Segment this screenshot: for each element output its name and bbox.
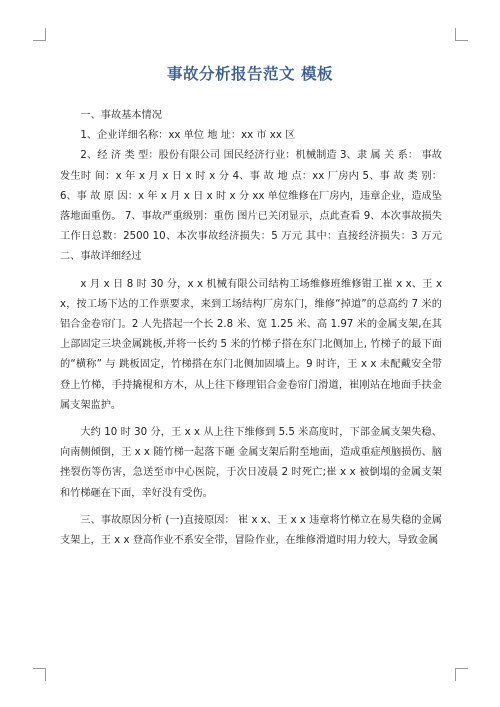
crop-mark-bottom-right — [455, 668, 468, 681]
crop-mark-bottom-left — [33, 668, 46, 681]
crop-mark-top-right — [455, 28, 468, 41]
section-heading-basic-info: 一、事故基本情况 — [80, 110, 162, 121]
paragraph-accident-details: 2、经 济 类 型：股份有限公司 国民经济行业：机械制造 3、隶 属 关 系： 事故发生时 间：x 年 x 月 x 日 x 时 x 分 4、事 故 地 点：xx 厂房内 5、事 故 类 别：6、事 故 原 因：x 年 x 月 x 日 x 时 x 分 xx 单位维修在厂房内，违章企业，造成坠落地面重伤。 7、事故严重级别：重伤 图片已关闭显示，点此查看 9、本次事故损失工作日总数：2500 10、本次事故经济损失：5 万元 其中：直接经济损失：3 万元 二、事故详细经过 — [60, 150, 442, 263]
paragraph-cause-analysis: 三、事故原因分析 (一)直接原因： 崔 x x、王 x x 违章将竹梯立在易失稳的金属支架上，王 x x 登高作业不系安全带，冒险作业，在维修滑道时用力较大，导致金属 — [60, 514, 442, 547]
paragraph-accident-process: x 月 x 日 8 时 30 分，x x 机械有限公司结构工场维修班维修钳工崔 x x、王 x x，按工场下达的工作票要求，来到工场结构厂房东门，维修“掉道”的总高约 7 米的铝合金卷帘门。2 人先搭起一个长 2.8 米、宽 1.25 米、高 1.97 米的金属支架,在其上部固定三块金属跳板,并将一长约 5 米的竹梯子搭在东门北侧加上, 竹梯子的最下面的“横称” 与 跳板固定，竹梯搭在东门北侧加固墙上。9 时许，王 x x 未配戴安全带登上竹梯，手持撬棍和方木，从上往下修理铝合金卷帘门滑道，崔刚站在地面手扶金属支架监护。 — [60, 278, 442, 411]
document-body — [60, 106, 442, 558]
paragraph-company-name: 1、企业详细名称：xx 单位 地 址：xx 市 xx 区 — [80, 130, 296, 142]
document-title: 事故分析报告范文 模板 — [167, 65, 333, 83]
paragraph-accident-outcome: 大约 10 时 30 分，王 x x 从上往下维修到 5.5 米高度时，下部金属支架失稳、向南侧倾倒，王 x x 随竹梯一起落下砸 金属支架后附至地面，造成重症颅脑损伤、脑挫裂伤等伤害，急送至市中心医院，于次日凌晨 2 时死亡;崔 x x 被倒塌的金属支架和竹梯砸在下面，幸好没有受伤。 — [60, 427, 442, 499]
crop-mark-top-left — [33, 28, 46, 41]
